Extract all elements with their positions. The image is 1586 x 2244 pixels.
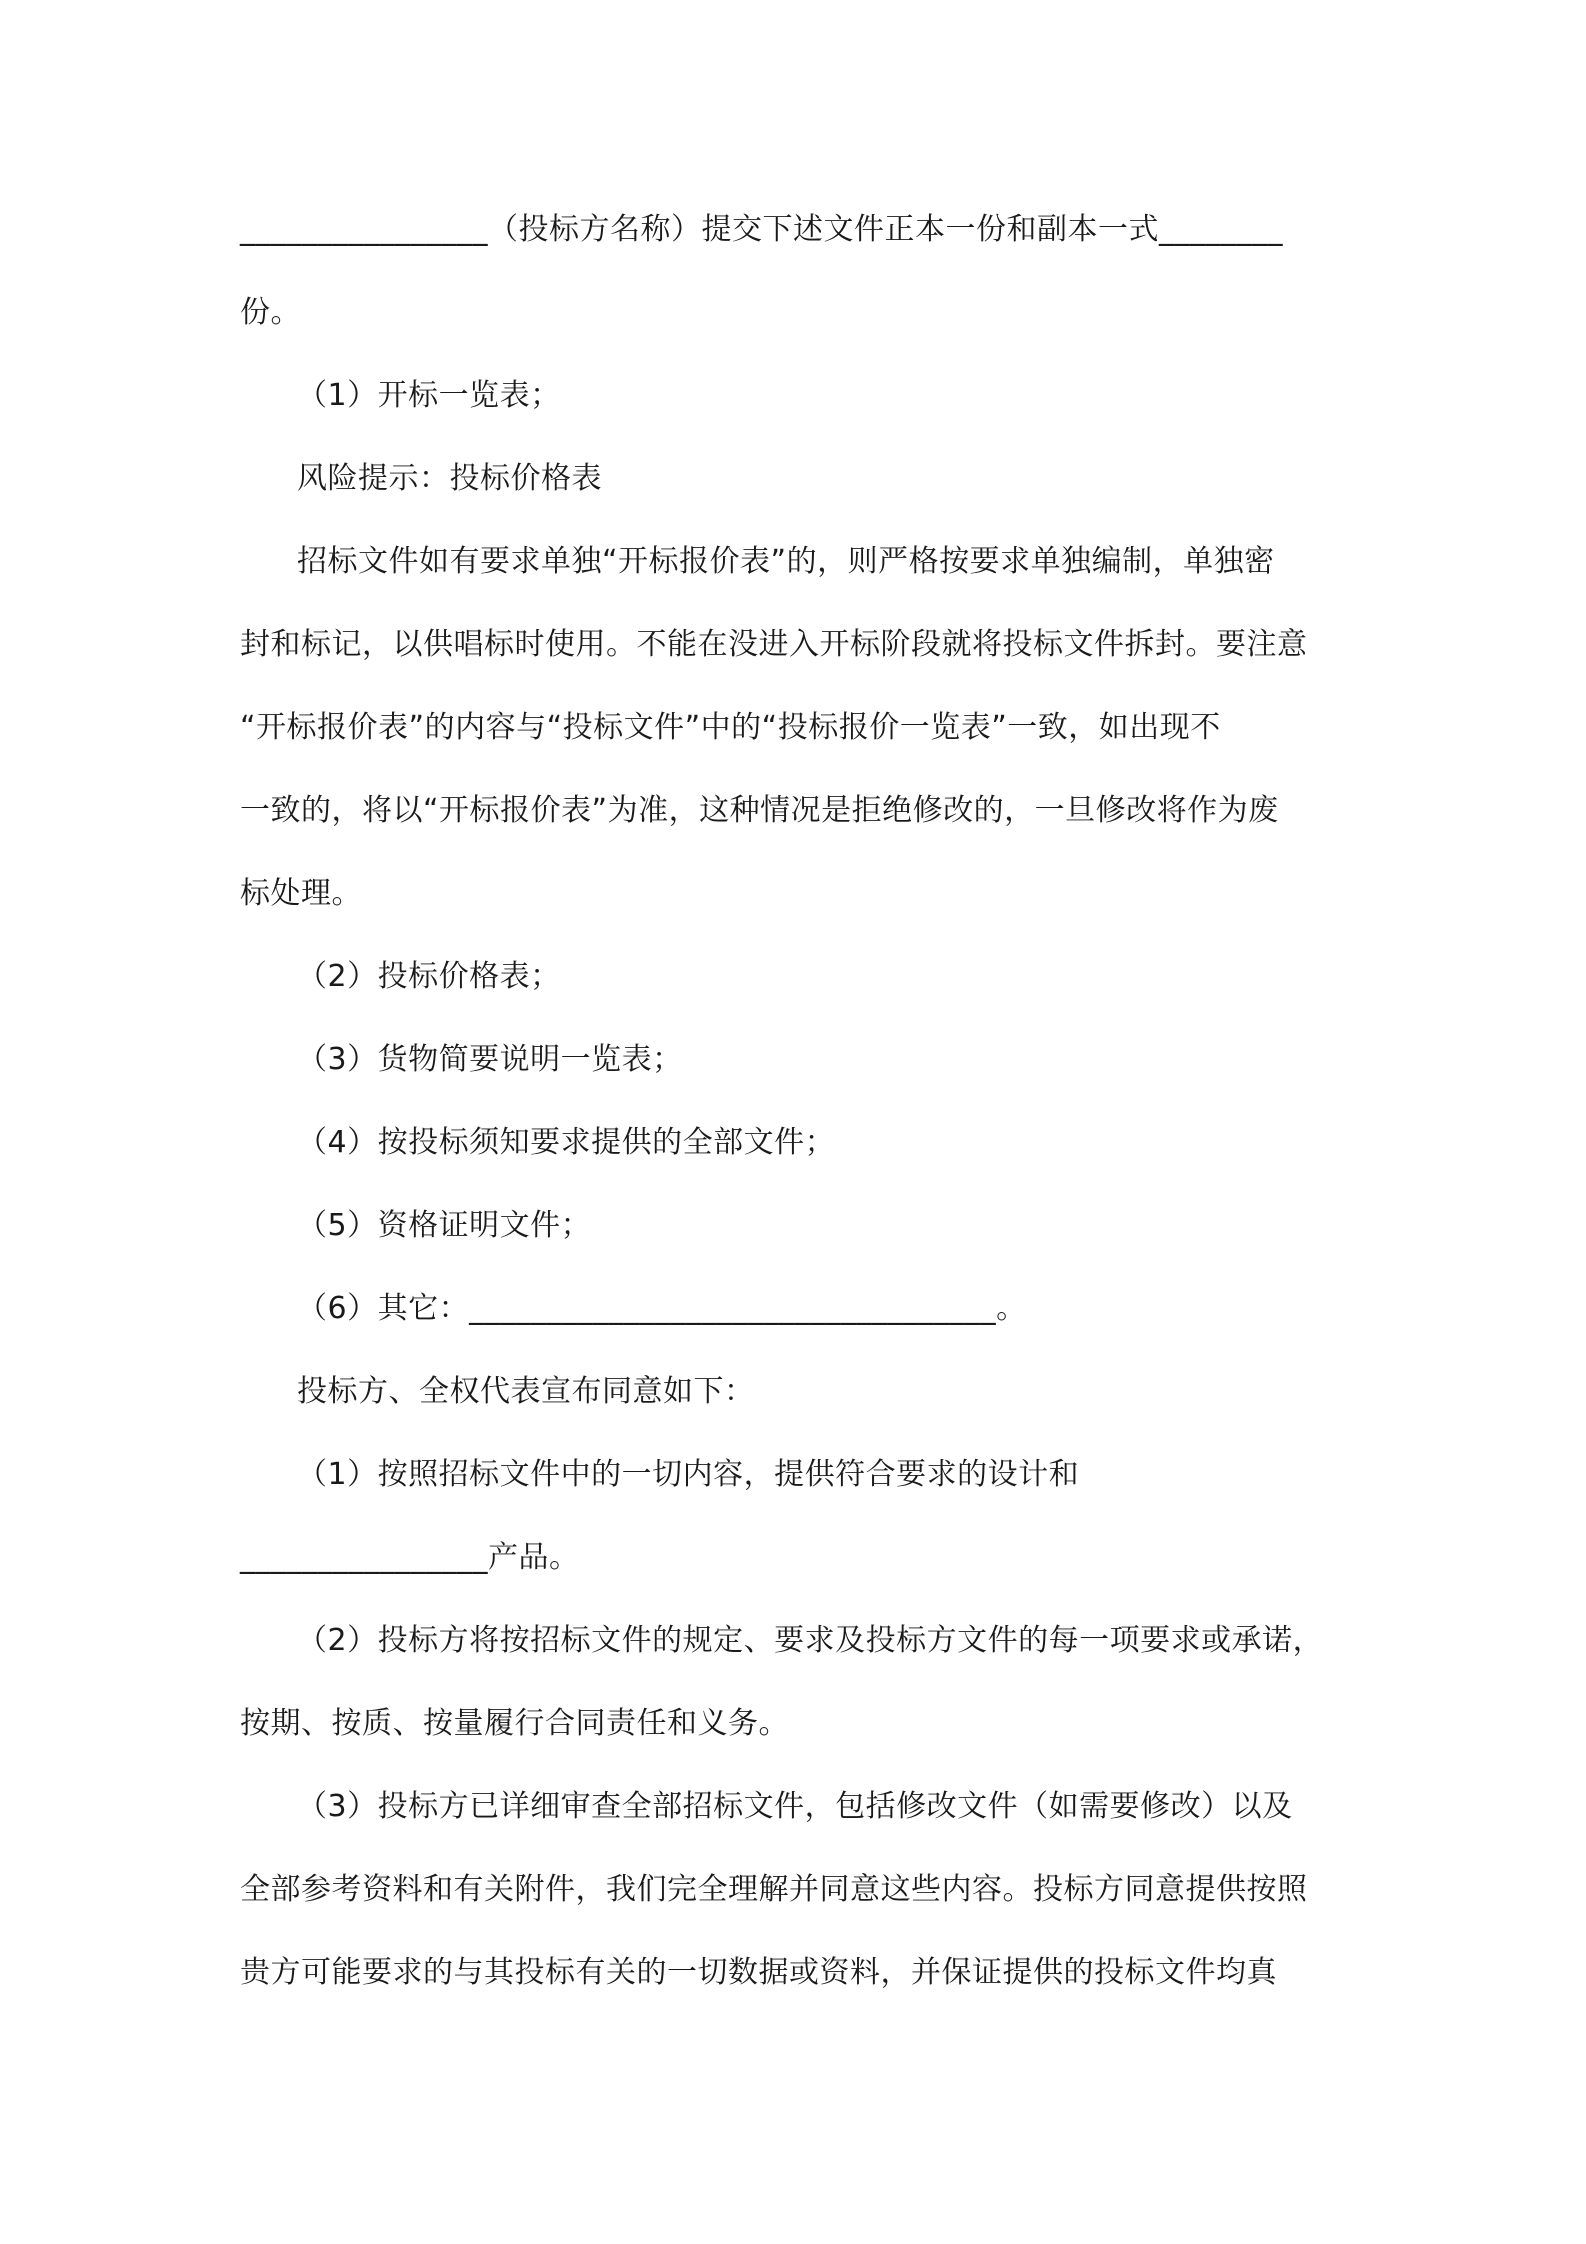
text-line: 投标方、全权代表宣布同意如下： [297, 1374, 755, 1409]
list-item: （6）其它：__________________________________。 [297, 1291, 1027, 1326]
list-item: （3）货物简要说明一览表； [297, 1042, 683, 1077]
paragraph-line: 标处理。 [240, 876, 362, 911]
text-line: ________________（投标方名称）提交下述文件正本一份和副本一式________ [240, 212, 1283, 247]
paragraph-line: “开标报价表”的内容与“投标文件”中的“投标报价一览表”一致，如出现不 [240, 710, 1221, 745]
list-item: （2）投标方将按招标文件的规定、要求及投标方文件的每一项要求或承诺， [297, 1623, 1324, 1658]
list-item: （5）资格证明文件； [297, 1208, 592, 1243]
paragraph-line: 封和标记，以供唱标时使用。不能在没进入开标阶段就将投标文件拆封。要注意 [240, 627, 1308, 662]
paragraph-line: 按期、按质、按量履行合同责任和义务。 [240, 1706, 789, 1741]
text-line: ________________产品。 [240, 1540, 580, 1575]
text-line: 份。 [240, 295, 301, 330]
list-item: （1）按照招标文件中的一切内容，提供符合要求的设计和 [297, 1457, 1080, 1492]
text-line: 风险提示：投标价格表 [297, 461, 602, 496]
list-item: （3）投标方已详细审查全部招标文件，包括修改文件（如需要修改）以及 [297, 1789, 1293, 1824]
paragraph-line: 招标文件如有要求单独“开标报价表”的，则严格按要求单独编制，单独密 [297, 544, 1275, 579]
paragraph-line: 一致的，将以“开标报价表”为准，这种情况是拒绝修改的，一旦修改将作为废 [240, 793, 1279, 828]
list-item: （2）投标价格表； [297, 959, 561, 994]
paragraph-line: 全部参考资料和有关附件，我们完全理解并同意这些内容。投标方同意提供按照 [240, 1872, 1308, 1907]
list-item: （4）按投标须知要求提供的全部文件； [297, 1125, 836, 1160]
list-item: （1）开标一览表； [297, 378, 561, 413]
paragraph-line: 贵方可能要求的与其投标有关的一切数据或资料，并保证提供的投标文件均真 [240, 1955, 1277, 1990]
